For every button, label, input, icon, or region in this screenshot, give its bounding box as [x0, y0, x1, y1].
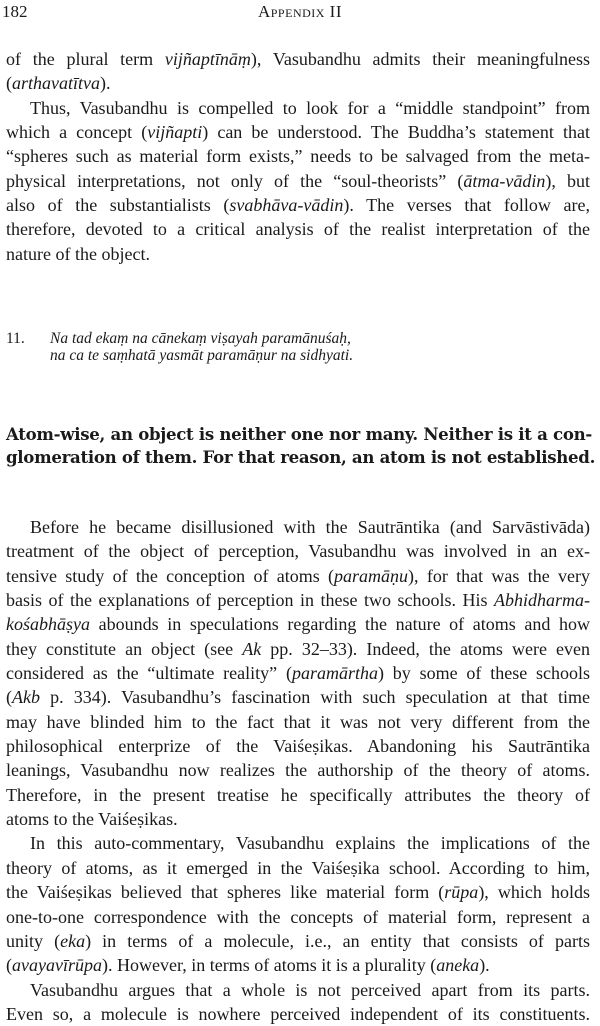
text-segment: of the plural term: [6, 49, 165, 69]
text-segment: p. 334). Vasubandhu’s fascination with such speculation at that time: [39, 687, 590, 708]
text-line: [6, 831, 590, 855]
italic-term: ātma-vādin: [463, 170, 546, 191]
text-segment: ), but: [545, 170, 591, 191]
text-line: [6, 588, 590, 612]
italic-term: Ak: [242, 638, 262, 659]
prose-section-bottom: [6, 515, 590, 1026]
italic-term: paramārtha: [291, 663, 378, 684]
text-segment: ).: [479, 955, 490, 976]
italic-term: Akb: [12, 687, 40, 708]
text-segment: one-to-one correspondence with the concepts of material form, represent a: [6, 906, 590, 927]
text-segment: atoms to the Vaiśeṣikas.: [6, 809, 178, 830]
text-line: [6, 47, 590, 71]
text-line: [6, 1002, 590, 1026]
text-segment: abounds in speculations regarding the nature of atoms and how: [90, 614, 590, 635]
text-segment: “spheres such as material form exists,” needs to be salvaged from the meta-: [6, 146, 590, 167]
text-segment: also of the substantialists (: [6, 195, 230, 216]
verse-block: [6, 331, 590, 364]
paragraph: [6, 96, 590, 266]
text-line: [6, 953, 590, 977]
page-number: 182: [2, 2, 28, 21]
text-segment: (: [6, 73, 12, 94]
text-segment: basis of the explanations of perception in these two schools. His: [6, 590, 494, 611]
text-segment: unity (: [6, 930, 61, 951]
text-segment: In this auto-commentary, Vasubandhu explains the implications of the: [30, 833, 590, 854]
text-line: [6, 169, 590, 193]
text-line: [6, 685, 590, 709]
italic-term: rūpa: [444, 882, 479, 903]
text-line: [6, 515, 590, 539]
text-line: [6, 193, 590, 217]
text-segment: Therefore, in the present treatise he specifically attributes the theory of: [6, 784, 590, 805]
verse-number: 11.: [6, 330, 25, 347]
text-segment: the Vaiśeṣikas believed that spheres like material form (: [6, 882, 445, 903]
text-line: [6, 217, 590, 241]
text-line: [6, 807, 590, 831]
text-segment: Before he became disillusioned with the Sautrāntika (and Sarvāstivāda): [30, 517, 590, 537]
text-segment: ) by some of these schools: [377, 663, 590, 684]
text-segment: ), Vasubandhu admits their meaningfulness: [250, 49, 590, 69]
text-line: [6, 758, 590, 782]
italic-term: arthavatītva: [12, 73, 100, 94]
translation-line: glomeration of them. For that reason, an atom is not established.: [6, 447, 596, 467]
text-line: [6, 661, 590, 685]
text-line: [6, 242, 590, 266]
text-segment: which a concept (: [6, 122, 148, 143]
text-segment: (: [6, 687, 12, 708]
text-segment: Vasubandhu argues that a whole is not perceived apart from its parts.: [30, 979, 590, 1000]
italic-term: eka: [60, 930, 86, 951]
italic-term: paramāṇu: [334, 565, 409, 586]
text-segment: ) in terms of a molecule, i.e., an entity that consists of parts: [85, 930, 590, 951]
text-line: [6, 539, 590, 563]
text-segment: Thus, Vasubandhu is compelled to look for a “middle standpoint” from: [30, 97, 590, 118]
text-segment: theory of atoms, as it emerged in the Vaiśeṣika school. According to him,: [6, 857, 590, 878]
text-segment: ).: [100, 73, 111, 94]
running-title: Appendix II: [257, 2, 343, 21]
text-line: [6, 96, 590, 120]
text-line: [6, 783, 590, 807]
text-segment: pp. 32–33). Indeed, the atoms were even: [261, 638, 590, 659]
text-segment: ) can be understood. The Buddha’s statement that: [202, 122, 590, 143]
text-segment: (: [6, 955, 12, 976]
text-line: [6, 637, 590, 661]
text-segment: ). However, in terms of atoms it is a plurality (: [101, 955, 437, 976]
text-segment: may have blinded him to the fact that it was not very different from the: [6, 711, 590, 732]
text-line: [6, 880, 590, 904]
text-line: [6, 856, 590, 880]
text-line: [6, 71, 590, 95]
italic-term: Abhidharma-: [494, 590, 590, 611]
text-line: [6, 710, 590, 734]
text-segment: ), for that was the very: [408, 565, 590, 586]
italic-term: avayavīrūpa: [12, 955, 102, 976]
text-segment: ), which holds: [478, 882, 590, 903]
running-header: [0, 2, 600, 22]
text-line: [6, 734, 590, 758]
text-line: [6, 120, 590, 144]
text-line: [6, 978, 590, 1002]
text-line: [6, 564, 590, 588]
text-segment: nature of the object.: [6, 243, 150, 264]
text-line: [6, 612, 590, 636]
italic-term: vijñaptīnāṃ: [164, 49, 251, 69]
text-line: [6, 144, 590, 168]
text-segment: therefore, devoted to a critical analysis of the realist interpretation of the: [6, 219, 590, 240]
paragraph: [6, 47, 590, 96]
prose-section-top: [6, 47, 590, 266]
paragraph: [6, 515, 590, 831]
italic-term: kośabhāṣya: [6, 614, 90, 635]
text-line: [6, 929, 590, 953]
text-segment: tensive study of the conception of atoms (: [6, 565, 335, 586]
paragraph: [6, 831, 590, 977]
text-segment: ). The verses that follow are,: [343, 195, 590, 216]
paragraph: [6, 978, 590, 1026]
verse-line: Na tad ekaṃ na cānekaṃ viṣayah paramānuśaḥ,: [50, 330, 351, 347]
text-segment: physical interpretations, not only of the “soul-theorists” (: [6, 170, 464, 191]
text-segment: treatment of the object of perception, Vasubandhu was involved in an ex-: [6, 541, 590, 562]
verse-line: na ca te saṃhatā yasmāt paramāṇur na sidhyati.: [50, 346, 354, 364]
text-segment: philosophical enterprize of the Vaiśeṣikas. Abandoning his Sautrāntika: [6, 736, 590, 757]
text-line: [6, 905, 590, 929]
verse-translation: [6, 423, 596, 469]
italic-term: vijñapti: [147, 122, 203, 143]
italic-term: svabhāva-vādin: [229, 195, 344, 216]
text-segment: considered as the “ultimate reality” (: [6, 663, 292, 684]
text-segment: Even so, a molecule is nowhere perceived independent of its constituents.: [6, 1003, 590, 1024]
italic-term: aneka: [436, 955, 480, 976]
text-segment: leanings, Vasubandhu now realizes the authorship of the theory of atoms.: [6, 760, 590, 781]
translation-line: Atom-wise, an object is neither one nor many. Neither is it a con-: [6, 424, 592, 444]
text-segment: they constitute an object (see: [6, 638, 243, 659]
